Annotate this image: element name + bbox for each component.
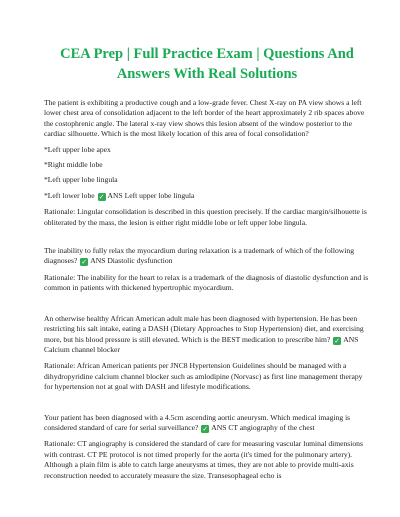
spacer xyxy=(44,228,370,246)
question-2-text xyxy=(44,246,370,267)
question-2-rationale: Rationale: The inability for the heart to relax is a trademark of the diagnosis of diastolic dysfunction and is common in patients with thickened hypertrophic myocardium. xyxy=(44,272,369,293)
question-text: The inability to fully relax the myocardium during relaxation is a trademark of which of the following diagnoses? xyxy=(44,246,354,266)
question-text: Your patient has been diagnosed with a 4.5cm ascending aortic aneurysm. Which medical imaging is considered standard of care for serial surveillance? xyxy=(44,412,351,432)
answer-text: ANS Diastolic dysfunction xyxy=(90,256,173,266)
question-4-text xyxy=(44,413,370,434)
check-mark-icon: ✓ xyxy=(334,336,341,345)
question-1-option-1: *Left upper lobe apex xyxy=(44,144,111,154)
spacer xyxy=(44,294,370,314)
spacer xyxy=(44,393,370,413)
question-1-rationale: Rationale: Lingular consolidation is described in this question precisely. If the cardiac margin/silhouette is obliterated by the mass, the lesion is either right middle lobe or left upper lobe lingula. xyxy=(44,207,367,227)
question-1-option-4 xyxy=(44,191,370,201)
answer-text: ANS Calcium channel blocker xyxy=(44,334,359,354)
question-1-option-2: *Right middle lobe xyxy=(44,160,103,170)
check-mark-icon: ✓ xyxy=(202,424,209,433)
question-3-rationale: Rationale: African American patients per JNC8 Hypertension Guidelines should be managed with a dihydropyridine calcium channel blocker such as amlodipine (Norvasc) as first line management therapy for hypertension not at goal with DASH and lifestyle modifications. xyxy=(44,361,363,392)
question-text: An otherwise healthy African American adult male has been diagnosed with hypertension. He has been restricting his salt intake, eating a DASH (Dietary Approaches to Stop Hypertension) diet, and exercising more, but his blood pressure is still elevated. Which is the BEST medication to prescribe him? xyxy=(44,313,364,344)
option-text: *Left lower lobe xyxy=(44,190,95,200)
question-4-rationale: Rationale: CT angiography is considered the standard of care for measuring vascular luminal dimensions with contrast. CT PE protocol is not timed properly for the aorta (it's timed for the pulmonary artery). Although a plain film is able to catch large aneurysms at times, they are not able to provide multi-axis reconstruction needed to accurately measure the size. Transesophageal echo is xyxy=(44,439,363,480)
question-1-option-3: *Left upper lobe lingula xyxy=(44,175,118,185)
check-mark-icon: ✓ xyxy=(81,258,88,267)
answer-text: ANS Left upper lobe lingula xyxy=(107,190,195,200)
question-1-text: The patient is exhibiting a productive cough and a low-grade fever. Chest X-ray on PA view shows a left lower chest area of consolidation adjacent to the left border of the heart approximately 2 rib spaces above the costophrenic angle. The lateral x-ray view shows this lesion absent of the window posterior to the cardiac silhouette. Which is the most likely location of this area of focal consolidation? xyxy=(44,98,365,139)
question-3-text xyxy=(44,314,370,356)
answer-text: ANS CT angiography of the chest xyxy=(211,422,315,432)
check-mark-icon: ✓ xyxy=(98,192,105,201)
document-title: CEA Prep | Full Practice Exam | Questions And Answers With Real Solutions xyxy=(60,46,354,82)
